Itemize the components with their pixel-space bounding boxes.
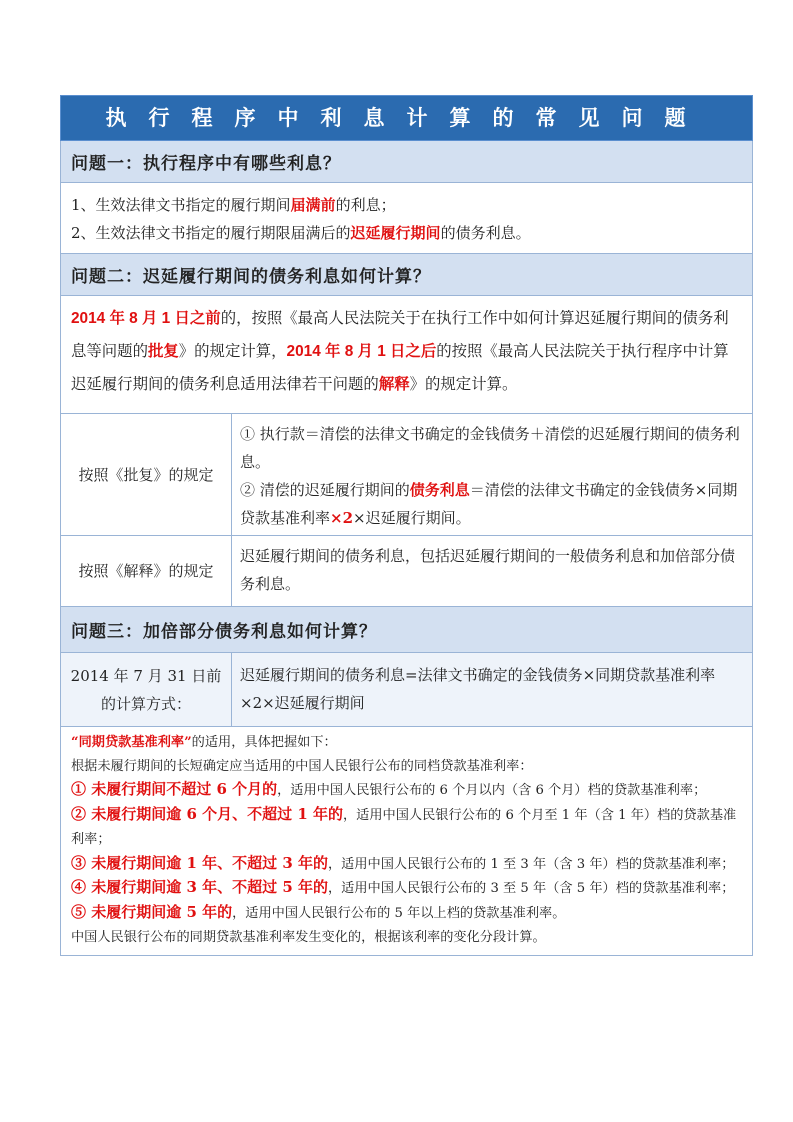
rule-row-jieshi xyxy=(60,536,753,607)
rule-content: 迟延履行期间的债务利息，包括迟延履行期间的一般债务利息和加倍部分债务利息。 xyxy=(240,547,736,593)
rate-rule-3: ③ 未履行期间逾 1 年、不超过 3 年的，适用中国人民银行公布的 1 至 3 年（含 3 年）档的贷款基准利率； xyxy=(71,853,735,872)
document xyxy=(60,95,753,956)
page-title: 执行程序中利息计算的常见问题 xyxy=(60,95,753,141)
date-after: 2014 年 8 月 1 日之后 xyxy=(286,343,437,360)
rule-label: 按照《解释》的规定 xyxy=(61,536,232,606)
rate-rule-5: ⑤ 未履行期间逾 5 年的，适用中国人民银行公布的 5 年以上档的贷款基准利率。 xyxy=(71,902,566,921)
rate-rule-2: ② 未履行期间逾 6 个月、不超过 1 年的，适用中国人民银行公布的 6 个月至 1 年（含 1 年）档的贷款基准利率； xyxy=(71,805,737,847)
question-2-answer: 2014 年 8 月 1 日之前的，按照《最高人民法院关于在执行工作中如何计算迟延履行期间的债务利息等问题的批复》的规定计算，2014 年 8 月 1 日之后的按照《最高人民法院关于执行程序中计算迟延履行期间的债务利息适用法律若干问题的解释》的规定计算。 xyxy=(60,296,753,414)
rate-rule-1: ① 未履行期间不超过 6 个月的，适用中国人民银行公布的 6 个月以内（含 6 个月）档的贷款基准利率； xyxy=(71,780,707,799)
rate-intro: “同期贷款基准利率”的适用，具体把握如下： xyxy=(71,735,337,750)
calc-formula: 迟延履行期间的债务利息=法律文书确定的金钱债务×同期贷款基准利率×2×迟延履行期间 xyxy=(240,666,716,712)
date-before: 2014 年 8 月 1 日之前 xyxy=(71,310,221,327)
question-2-heading: 问题二：迟延履行期间的债务利息如何计算？ xyxy=(60,254,753,296)
highlight-jieshi: 解释 xyxy=(378,375,410,393)
question-1-heading: 问题一：执行程序中有哪些利息？ xyxy=(60,141,753,183)
rate-change-note: 中国人民银行公布的同期贷款基准利率发生变化的，根据该利率的变化分段计算。 xyxy=(71,929,546,945)
rule-label: 按照《批复》的规定 xyxy=(61,414,232,535)
rule-content: ① 执行款＝清偿的法律文书确定的金钱债务＋清偿的迟延履行期间的债务利息。 ② 清偿的迟延履行期间的债务利息＝清偿的法律文书确定的金钱债务×同期贷款基准利率×2×迟延履行期间。 xyxy=(240,425,740,527)
highlight: 迟延履行期间 xyxy=(350,224,441,242)
answer-line-1: 1、生效法律文书指定的履行期间届满前的利息； xyxy=(71,196,396,214)
rule-row-pifu xyxy=(60,414,753,536)
question-3-heading: 问题三：加倍部分债务利息如何计算？ xyxy=(60,607,753,653)
calc-label: 2014 年 7 月 31 日前的计算方式： xyxy=(61,653,232,726)
answer-line-2: 2、生效法律文书指定的履行期限届满后的迟延履行期间的债务利息。 xyxy=(71,224,531,242)
calc-row xyxy=(60,653,753,727)
rate-rules xyxy=(60,727,753,956)
rate-basis: 根据未履行期间的长短确定应当适用的中国人民银行公布的同档贷款基准利率： xyxy=(71,758,533,774)
rate-rule-4: ④ 未履行期间逾 3 年、不超过 5 年的，适用中国人民银行公布的 3 至 5 年（含 5 年）档的贷款基准利率； xyxy=(71,878,735,897)
highlight: 届满前 xyxy=(290,196,336,214)
highlight-pifu: 批复 xyxy=(147,342,179,360)
question-1-answer xyxy=(60,183,753,254)
